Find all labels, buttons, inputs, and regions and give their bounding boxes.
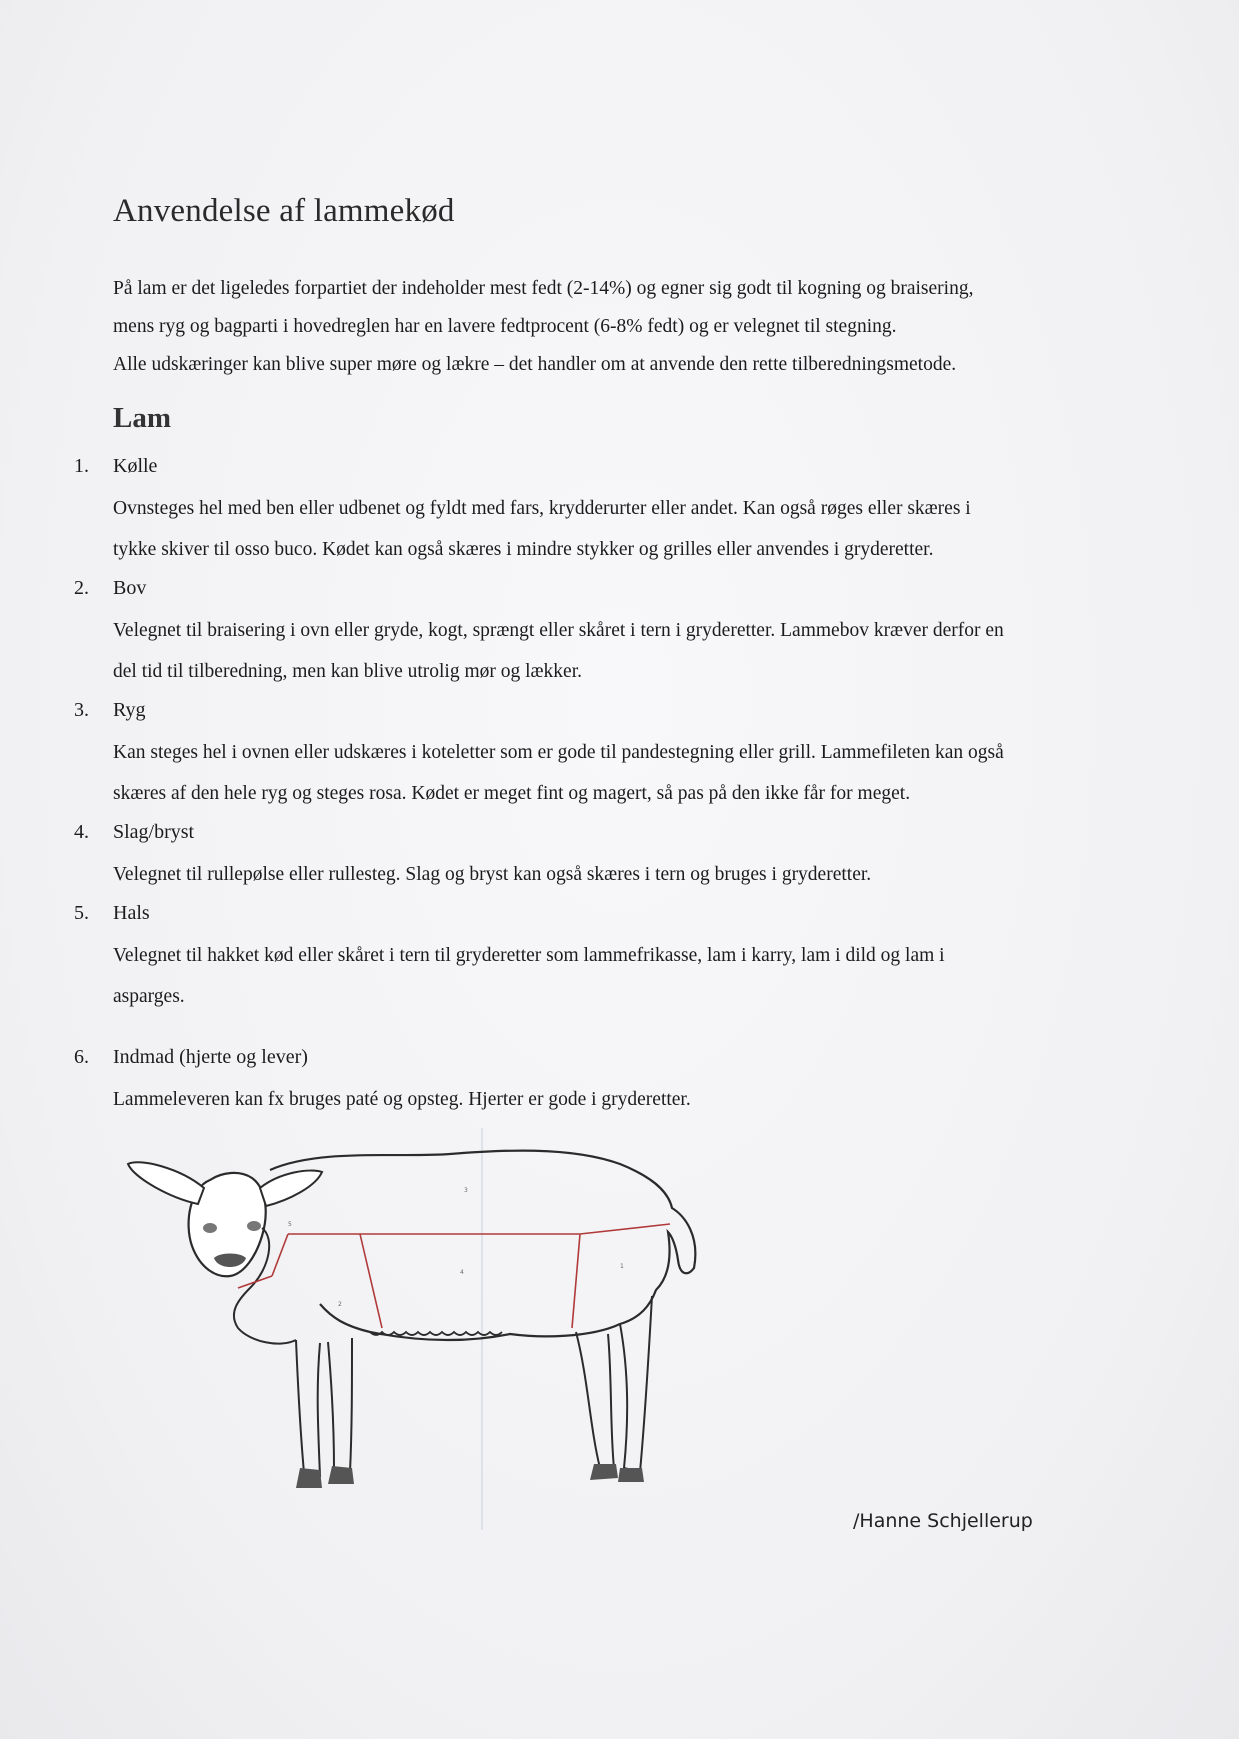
item-description (113, 1079, 1123, 1120)
cut-label-5: 5 (288, 1221, 292, 1228)
cut-label-1: 1 (620, 1263, 624, 1270)
cut-label-2: 2 (338, 1301, 342, 1308)
item-description (113, 732, 1123, 814)
description-line: Kan steges hel i ovnen eller udskæres i koteletter som er gode til pandestegning eller grill. Lammefileten kan også (113, 742, 1004, 763)
item-number: 1. (74, 455, 89, 477)
item-description (113, 935, 1123, 1017)
sheep-body-outline (270, 1151, 695, 1340)
page-title: Anvendelse af lammekød (113, 193, 455, 229)
sheep-hoof (296, 1468, 322, 1488)
sheep-eye (203, 1223, 217, 1233)
cut-label-3: 3 (464, 1187, 468, 1194)
sheep-hoof (618, 1468, 644, 1482)
item-name: Indmad (hjerte og lever) (113, 1046, 308, 1068)
sheep-hoof (590, 1464, 618, 1480)
intro-line: Alle udskæringer kan blive super møre og lækre – det handler om at anvende den rette tilberedningsmetode. (113, 354, 957, 375)
description-line: Velegnet til hakket kød eller skåret i tern til gryderetter som lammefrikasse, lam i karry, lam i dild og lam i (113, 945, 945, 966)
section-title: Lam (113, 402, 171, 434)
item-name: Slag/bryst (113, 821, 195, 843)
item-number: 4. (74, 821, 89, 843)
description-line: Lammeleveren kan fx bruges paté og opsteg. Hjerter er gode i gryderetter. (113, 1089, 691, 1110)
item-number: 3. (74, 699, 89, 721)
item-description (113, 610, 1123, 692)
intro-line: mens ryg og bagparti i hovedreglen har en lavere fedtprocent (6-8% fedt) og er velegnet til stegning. (113, 316, 897, 337)
description-line: Ovnsteges hel med ben eller udbenet og fyldt med fars, krydderurter eller andet. Kan også røges eller skæres i (113, 498, 971, 519)
cut-lines (238, 1224, 670, 1328)
cut-label-4: 4 (460, 1269, 464, 1276)
intro-paragraph (113, 270, 1113, 384)
cut-line-back (288, 1224, 670, 1234)
item-name: Bov (113, 577, 147, 599)
item-number: 5. (74, 902, 89, 924)
cut-line-chest (238, 1276, 272, 1288)
intro-line: På lam er det ligeledes forpartiet der indeholder mest fedt (2-14%) og egner sig godt til kogning og braisering, (113, 278, 974, 299)
sheep-hind-legs (576, 1296, 652, 1472)
item-number: 2. (74, 577, 89, 599)
sheep-left-ear (128, 1162, 204, 1204)
item-name: Kølle (113, 455, 158, 477)
cut-line-neck (272, 1234, 288, 1276)
sheep-right-ear (260, 1171, 322, 1206)
description-line: del tid til tilberedning, men kan blive utrolig mør og lækker. (113, 661, 583, 682)
description-line: Velegnet til braisering i ovn eller gryde, kogt, sprængt eller skåret i tern i gryderetter. Lammebov kræver derfor en (113, 620, 1004, 641)
item-name: Ryg (113, 699, 146, 721)
description-line: Velegnet til rullepølse eller rullesteg. Slag og bryst kan også skæres i tern og bruges i gryderetter. (113, 864, 872, 885)
item-description (113, 854, 1123, 895)
cut-line-shoulder (360, 1234, 382, 1328)
lamb-cuts-diagram (120, 1128, 710, 1530)
description-line: asparges. (113, 986, 185, 1007)
item-number: 6. (74, 1046, 89, 1068)
author-signature: /Hanne Schjellerup (853, 1510, 1033, 1532)
cut-line-leg (572, 1234, 580, 1328)
item-description (113, 488, 1123, 570)
sheep-eye (247, 1221, 261, 1231)
description-line: skæres af den hele ryg og steges rosa. Kødet er meget fint og magert, så pas på den ikke får for meget. (113, 783, 911, 804)
description-line: tykke skiver til osso buco. Kødet kan også skæres i mindre stykker og grilles eller anvendes i gryderetter. (113, 539, 934, 560)
item-name: Hals (113, 902, 150, 924)
sheep-hoof (328, 1466, 354, 1484)
sheep-front-legs (296, 1338, 352, 1476)
